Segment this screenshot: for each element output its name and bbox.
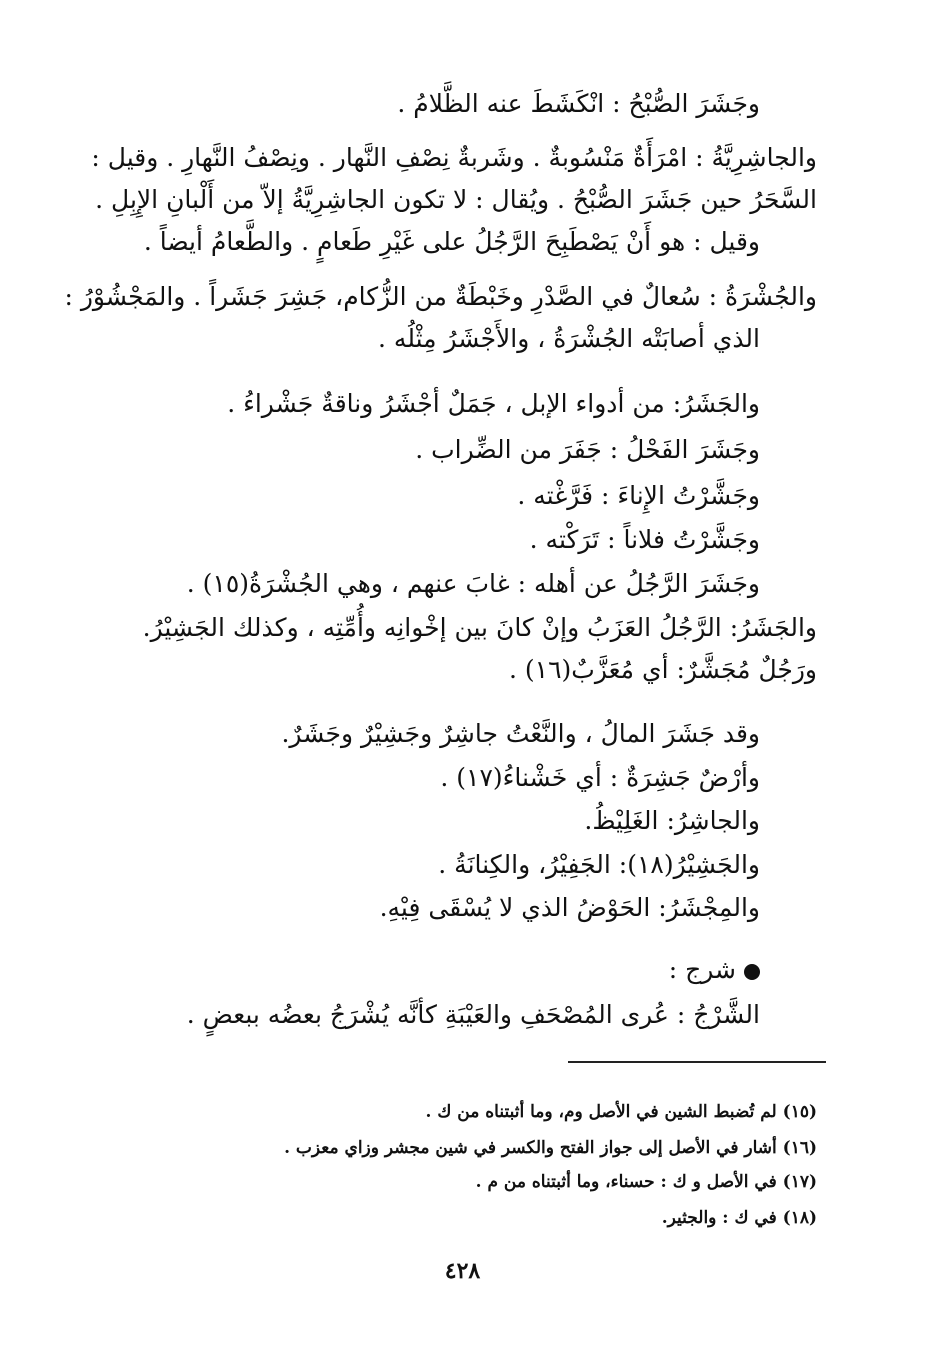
text-line: وجَشَّرْتُ فلاناً : تَرَكْته . (529, 525, 760, 554)
text-line: والجاشِرِيَّةُ : امْرَأَةٌ مَنْسُوبةٌ . وشَربةٌ نِصْفِ النَّهار . ونِصْفُ النَّهارِ . وقيل : (91, 143, 817, 172)
text-line: وقد جَشَرَ المالُ ، والنَّعْتُ جاشِرٌ وجَشِيْرٌ وجَشَرٌ. (281, 719, 760, 748)
text-line: وجَشَرَ الفَحْلُ : جَفَرَ من الضِّراب . (415, 435, 760, 464)
text-line: وجَشَرَ الصُّبْحُ : انْكَشَطَ عنه الظَّلامُ . (397, 89, 760, 118)
text-line: والجَشِيْرُ(١٨): الجَفِيْرُ، والكِنانَةُ . (438, 850, 760, 879)
text-line: الشَّرْجُ : عُرى المُصْحَفِ والعَيْبَةِ كأنَّه يُشْرَجُ بعضُه ببعضٍ . (186, 1000, 760, 1029)
footnote: (١٦) أشار في الأصل إلى جواز الفتح والكسر في شين مجشر وزاي معزب . (284, 1138, 817, 1158)
text-line: والمِجْشَرُ: الحَوْضُ الذي لا يُسْقَى فِيْهِ. (379, 893, 760, 922)
text-line: وقيل : هو أَنْ يَصْطَبِحَ الرَّجُلُ على غَيْرِ طَعامٍ . والطَّعامُ أيضاً . (143, 227, 760, 256)
bullet-icon (744, 964, 760, 980)
text-line: والجاشِرُ: الغَلِيْظُ. (584, 806, 760, 835)
text-line: والجَشَرُ: الرَّجُلُ العَزَبُ وإنْ كانَ بين إخْوانِه وأُمِّتِه ، وكذلك الجَشِيْرُ. (142, 613, 817, 642)
text-line: ورَجُلٌ مُجَشَّرٌ: أي مُعَزَّبٌ(١٦) . (509, 655, 817, 684)
section-heading (669, 952, 760, 988)
text-line: الذي أصابَتْه الجُشْرَةُ ، والأَجْشَرُ مِثْلُه . (378, 324, 760, 353)
footnote: (١٥) لم تُضبط الشين في الأصل وم، وما أثبتناه من ك . (425, 1102, 817, 1122)
text-line: السَّحَرُ حين جَشَرَ الصُّبْحُ . ويُقال : لا تكون الجاشِرِيَّةُ إلاّ من أَلْبانِ الإِبِلِ . (95, 185, 817, 214)
footnote: (١٧) في الأصل و ك : حسناء، وما أثبتناه من م . (475, 1172, 817, 1192)
footnote: (١٨) في ك : والجثير. (661, 1208, 817, 1228)
footnote-divider (568, 1061, 826, 1063)
text-line: والجُشْرَةُ : سُعالٌ في الصَّدْرِ وخَبْطَةٌ من الزُّكام، جَشِرَ جَشَراً . والمَجْشُوْرُ : (64, 282, 817, 311)
text-line: والجَشَرُ: من أدواء الإبل ، جَمَلٌ أجْشَرُ وناقةٌ جَشْراءُ . (227, 389, 760, 418)
text-line: وجَشَّرْتُ الإِناءَ : فَرَّغْته . (517, 481, 760, 510)
section-heading-label: شرج : (668, 955, 736, 984)
text-line: وجَشَرَ الرَّجُلُ عن أهله : غابَ عنهم ، وهي الجُشْرَةُ(١٥) . (186, 569, 760, 598)
page-number: ٤٢٨ (444, 1258, 481, 1284)
text-line: وأرْضٌ جَشِرَةٌ : أي خَشْناءُ(١٧) . (440, 763, 760, 792)
